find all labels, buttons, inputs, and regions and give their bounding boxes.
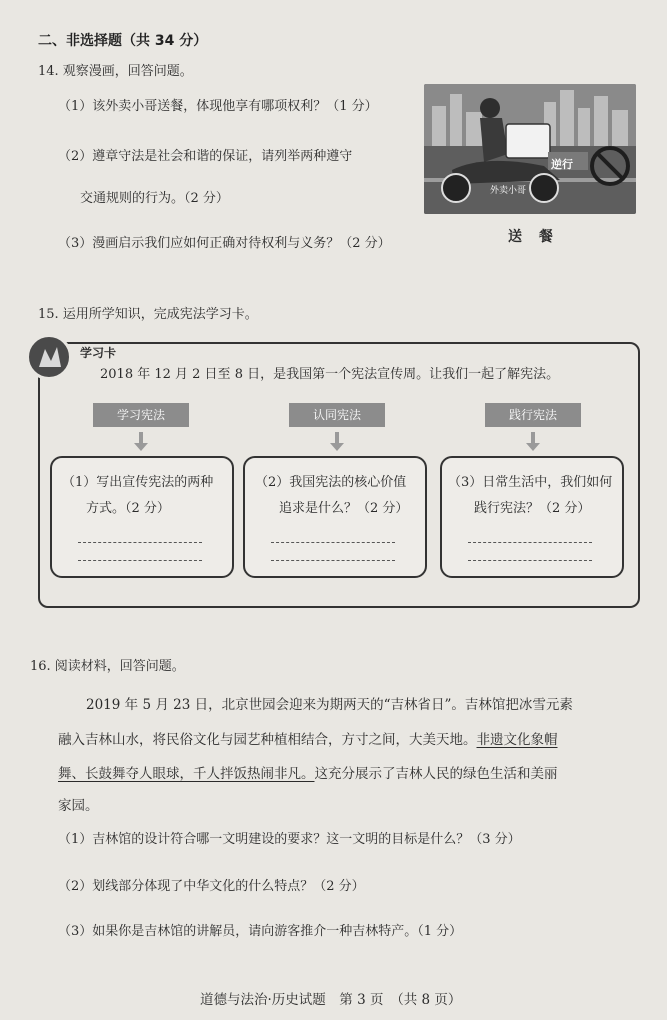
q14-stem: 14. 观察漫画，回答问题。 (38, 64, 193, 79)
tag-practice-constitution: 践行宪法 (485, 403, 581, 427)
delivery-cartoon (424, 84, 636, 214)
study-card-title: 学习卡 (80, 346, 117, 360)
card-box-3 (440, 456, 624, 578)
answer-line[interactable] (468, 560, 592, 561)
q16-para-line1: 2019 年 5 月 23 日，北京世园会迎来为期两天的“吉林省日”。吉林馆把冰雪元素 (86, 697, 573, 713)
study-card-icon (26, 334, 72, 380)
answer-line[interactable] (271, 542, 395, 543)
q15-stem: 15. 运用所学知识，完成宪法学习卡。 (38, 307, 258, 322)
card-box-1-line2: 方式。（2 分） (86, 501, 170, 516)
answer-line[interactable] (468, 542, 592, 543)
q16-para-line4: 家园。 (58, 798, 99, 814)
delivery-cartoon-drawing (424, 84, 636, 214)
answer-line[interactable] (78, 560, 202, 561)
q16-underlined-text: 舞、长鼓舞夺人眼球，千人拌饭热闹非凡。 (58, 766, 315, 782)
q16-para-line2-plain: 融入吉林山水，将民俗文化与园艺种植相结合，方寸之间，大美天地。 (58, 732, 477, 748)
q14-sub2-line2: 交通规则的行为。（2 分） (80, 191, 229, 206)
card-box-1 (50, 456, 234, 578)
card-box-2-line1: （2）我国宪法的核心价值 (255, 475, 407, 490)
q16-para-line3-plain: 这充分展示了吉林人民的绿色生活和美丽 (314, 766, 558, 782)
q16-stem: 16. 阅读材料，回答问题。 (30, 659, 185, 674)
card-box-3-line1: （3）日常生活中，我们如何 (448, 475, 613, 490)
tag-identify-constitution: 认同宪法 (289, 403, 385, 427)
cartoon-caption: 送 餐 (508, 229, 559, 245)
study-card-intro: 2018 年 12 月 2 日至 8 日，是我国第一个宪法宣传周。让我们一起了解宪法。 (100, 367, 560, 382)
card-box-2 (243, 456, 427, 578)
q14-sub1: （1）该外卖小哥送餐，体现他享有哪项权利？（1 分） (58, 99, 378, 114)
card-box-3-line2: 践行宪法？（2 分） (474, 501, 591, 516)
page-footer: 道德与法治·历史试题 第 3 页 （共 8 页） (200, 992, 462, 1008)
cartoon-sign-text: 逆行 (551, 158, 573, 171)
q16-sub3: （3）如果你是吉林馆的讲解员，请向游客推介一种吉林特产。（1 分） (58, 924, 463, 939)
card-box-2-line2: 追求是什么？（2 分） (279, 501, 409, 516)
tag-study-constitution: 学习宪法 (93, 403, 189, 427)
q16-sub2: （2）划线部分体现了中华文化的什么特点？（2 分） (58, 879, 365, 894)
q16-underlined-text: 非遗文化象帽 (476, 732, 558, 748)
answer-line[interactable] (271, 560, 395, 561)
q14-sub3: （3）漫画启示我们应如何正确对待权利与义务？（2 分） (58, 236, 391, 251)
cartoon-bike-text: 外卖小哥 (490, 186, 527, 196)
section-title: 二、非选择题（共 34 分） (38, 33, 208, 49)
q16-para-line2 (58, 728, 558, 748)
q16-para-line3 (58, 762, 558, 782)
card-box-1-line1: （1）写出宣传宪法的两种 (62, 475, 214, 490)
answer-line[interactable] (78, 542, 202, 543)
q16-sub1: （1）吉林馆的设计符合哪一文明建设的要求？这一文明的目标是什么？（3 分） (58, 832, 521, 847)
q14-sub2-line1: （2）遵章守法是社会和谐的保证，请列举两种遵守 (58, 149, 353, 164)
